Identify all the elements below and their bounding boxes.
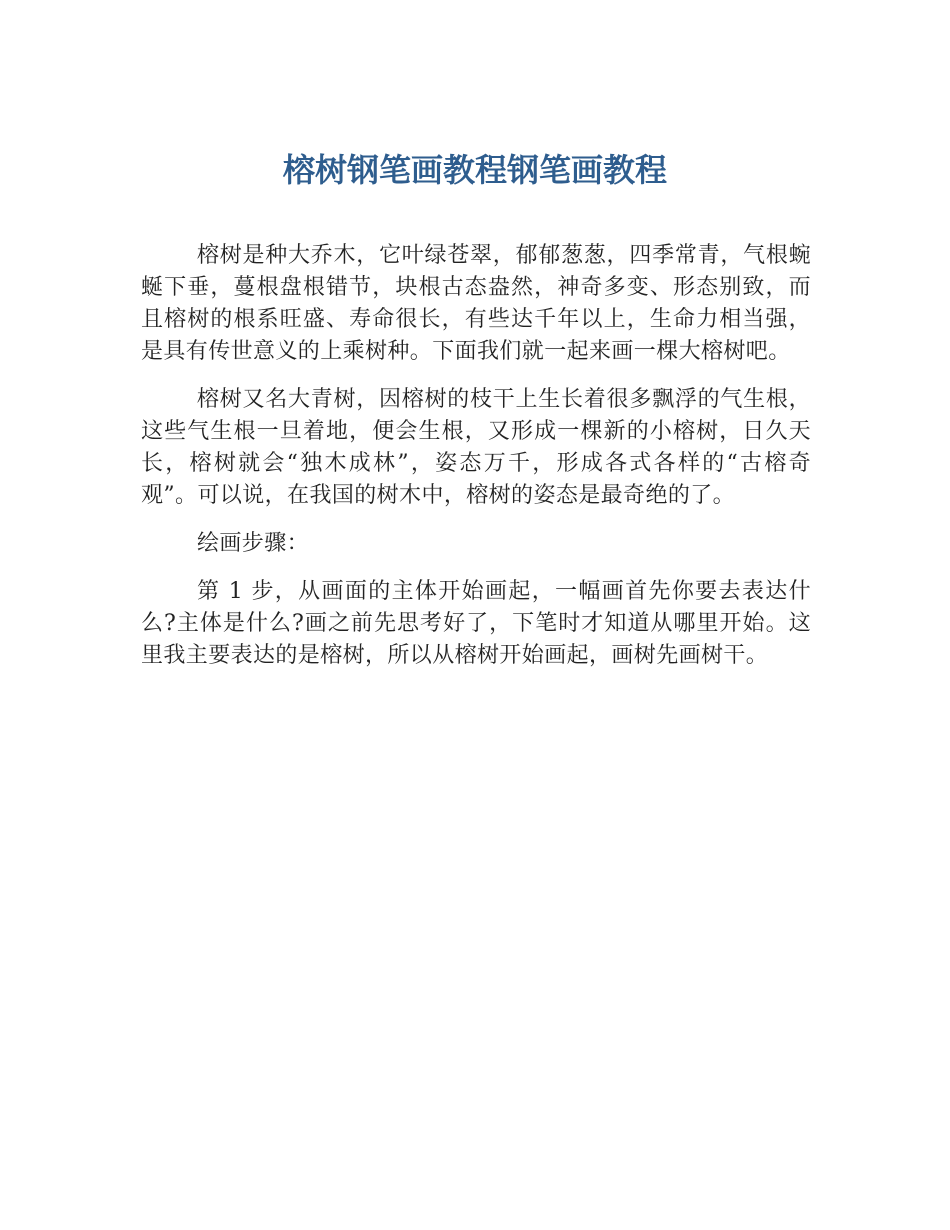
document-title: 榕树钢笔画教程钢笔画教程 — [282, 151, 667, 189]
paragraph-step-1: 第 1 步，从画面的主体开始画起，一幅画首先你要去表达什么?主体是什么?画之前先思考好了，下笔时才知道从哪里开始。这里我主要表达的是榕树，所以从榕树开始画起，画树先画树干。 — [141, 579, 811, 668]
paragraph-intro: 榕树是种大乔木，它叶绿苍翠，郁郁葱葱，四季常青，气根蜿蜒下垂，蔓根盘根错节，块根古态盎然，神奇多变、形态别致，而且榕树的根系旺盛、寿命很长，有些达千年以上，生命力相当强，是具有传世意义的上乘树种。下面我们就一起来画一棵大榕树吧。 — [141, 243, 811, 364]
paragraph-description: 榕树又名大青树，因榕树的枝干上生长着很多飘浮的气生根，这些气生根一旦着地，便会生根，又形成一棵新的小榕树，日久天长，榕树就会“独木成林”，姿态万千，形成各式各样的“古榕奇观”。可以说，在我国的树木中，榕树的姿态是最奇绝的了。 — [141, 387, 811, 508]
paragraph-steps-heading: 绘画步骤： — [197, 531, 310, 556]
document-body — [141, 240, 811, 688]
